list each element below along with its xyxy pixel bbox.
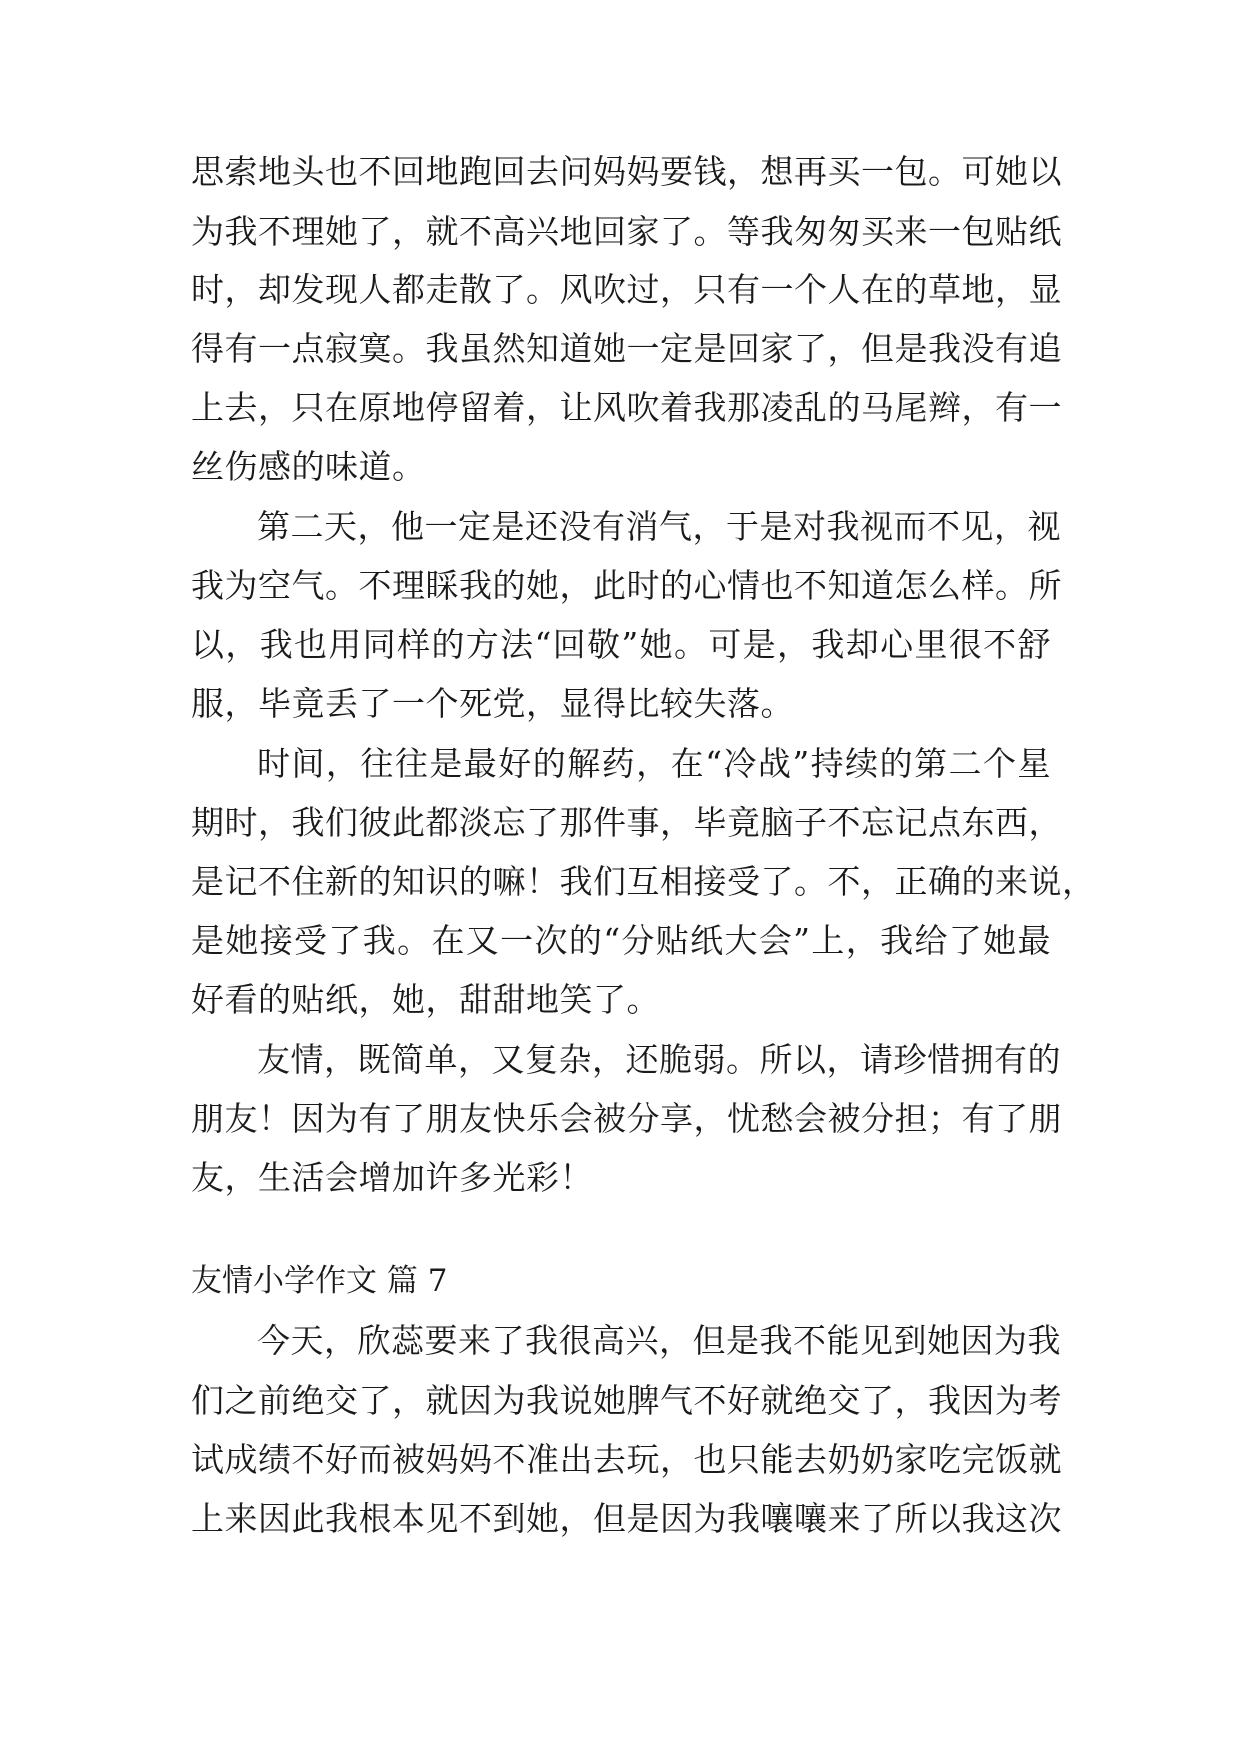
text-line: 上来因此我根本见不到她，但是因为我嚷嚷来了所以我这次 — [191, 1499, 1062, 1538]
section-heading: 友情小学作文 篇 7 — [191, 1263, 448, 1299]
text-line: 服，毕竟丢了一个死党，显得比较失落。 — [191, 684, 794, 723]
text-line: 时间，往往是最好的解药，在“冷战”持续的第二个星 — [257, 744, 1051, 783]
text-line: 今天，欣蕊要来了我很高兴，但是我不能见到她因为我 — [257, 1321, 1061, 1360]
text-line: 是她接受了我。在又一次的“分贴纸大会”上，我给了她最 — [191, 921, 1051, 960]
text-line: 时，却发现人都走散了。风吹过，只有一个人在的草地，显 — [191, 270, 1062, 309]
text-line: 丝伤感的味道。 — [191, 447, 426, 486]
text-line: 试成绩不好而被妈妈不准出去玩，也只能去奶奶家吃完饭就 — [191, 1440, 1062, 1479]
text-line: 上去，只在原地停留着，让风吹着我那凌乱的马尾辫，有一 — [191, 388, 1062, 427]
text-line: 我为空气。不理睬我的她，此时的心情也不知道怎么样。所 — [191, 566, 1062, 605]
text-line: 得有一点寂寞。我虽然知道她一定是回家了，但是我没有追 — [191, 329, 1062, 368]
text-line: 友，生活会增加许多光彩！ — [191, 1158, 593, 1197]
text-line: 思索地头也不回地跑回去问妈妈要钱，想再买一包。可她以 — [191, 152, 1062, 191]
text-line: 朋友！因为有了朋友快乐会被分享，忧愁会被分担；有了朋 — [191, 1099, 1062, 1138]
text-line: 是记不住新的知识的嘛！我们互相接受了。不，正确的来说， — [191, 862, 1096, 901]
text-line: 期时，我们彼此都淡忘了那件事，毕竟脑子不忘记点东西， — [191, 803, 1062, 842]
text-line: 为我不理她了，就不高兴地回家了。等我匆匆买来一包贴纸 — [191, 212, 1062, 251]
text-line: 好看的贴纸，她，甜甜地笑了。 — [191, 980, 660, 1019]
text-line: 友情，既简单，又复杂，还脆弱。所以，请珍惜拥有的 — [257, 1040, 1061, 1079]
text-line: 以，我也用同样的方法“回敬”她。可是，我却心里很不舒 — [191, 625, 1051, 664]
text-line: 第二天，他一定是还没有消气，于是对我视而不见，视 — [257, 507, 1061, 546]
text-line: 们之前绝交了，就因为我说她脾气不好就绝交了，我因为考 — [191, 1381, 1062, 1420]
